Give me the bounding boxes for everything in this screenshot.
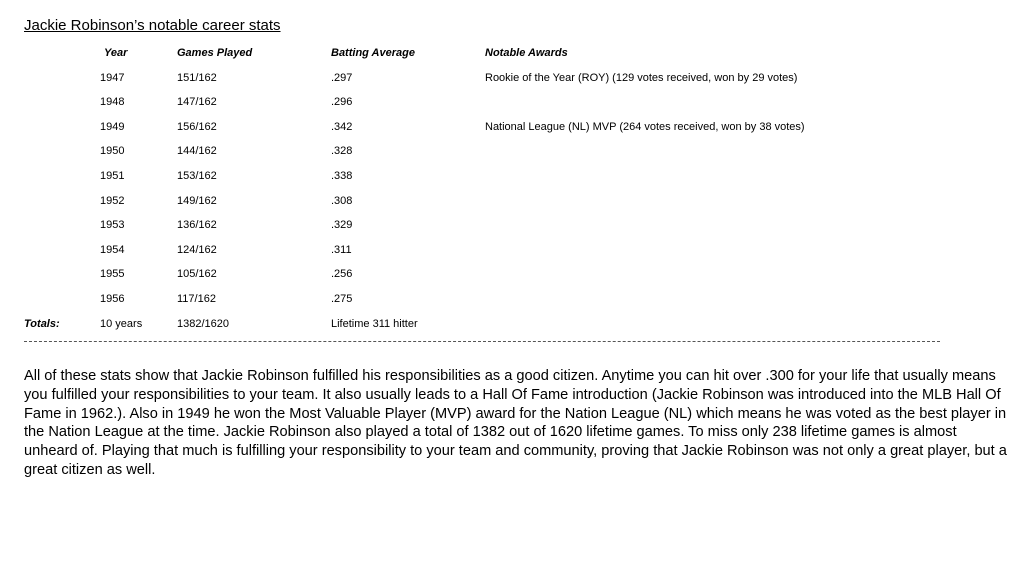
table-row <box>0 217 1024 242</box>
year-cell: 1951 <box>100 169 125 182</box>
column-header-notable-awards: Notable Awards <box>485 47 568 59</box>
table-row <box>0 70 1024 95</box>
games-played-cell: 151/162 <box>177 71 217 84</box>
games-played-cell: 153/162 <box>177 169 217 182</box>
games-played-cell: 105/162 <box>177 268 217 281</box>
batting-average-cell: .329 <box>331 219 353 232</box>
games-played-cell: 149/162 <box>177 194 217 207</box>
table-row <box>0 193 1024 218</box>
notable-award-cell: Rookie of the Year (ROY) (129 votes received, won by 29 votes) <box>485 71 798 84</box>
batting-average-cell: .308 <box>331 194 353 207</box>
games-played-cell: 124/162 <box>177 243 217 256</box>
column-header-year: Year <box>104 47 128 59</box>
year-cell: 1955 <box>100 268 125 281</box>
dashed-divider <box>24 341 940 342</box>
batting-average-cell: .297 <box>331 71 353 84</box>
table-header-row <box>0 45 1024 70</box>
games-played-cell: 144/162 <box>177 145 217 158</box>
batting-average-cell: .338 <box>331 169 353 182</box>
batting-average-cell: .311 <box>331 243 352 256</box>
year-cell: 1954 <box>100 243 125 256</box>
games-played-cell: 117/162 <box>177 292 216 305</box>
year-cell: 1953 <box>100 219 125 232</box>
games-played-cell: 156/162 <box>177 120 217 133</box>
stats-table <box>0 45 1024 340</box>
games-played-cell: 147/162 <box>177 96 217 109</box>
year-cell: 1950 <box>100 145 125 158</box>
summary-paragraph: All of these stats show that Jackie Robinson fulfilled his responsibilities as a good citizen. Anytime you can hit over .300 for your life that usually means you fulfilled your responsibilities to your team. It also usually leads to a Hall Of Fame introduction (Jackie Robinson was introduced into the MLB Hall Of Fame in 1962.). Also in 1949 he won the Most Valuable Player (MVP) award for the Nation League (NL) which means he was voted as the best player in the Nation League at the time. Jackie Robinson also played a total of 1382 out of 1620 lifetime games. To miss only 238 lifetime games is almost unheard of. Playing that much is fulfilling your responsibility to your team and community, proving that Jackie Robinson was not only a great player, but a great citizen as well. <box>24 368 1007 478</box>
batting-average-cell: .342 <box>331 120 353 133</box>
totals-label: Totals: <box>24 317 60 330</box>
table-row <box>0 291 1024 316</box>
totals-row <box>0 316 1024 341</box>
page-title: Jackie Robinson’s notable career stats <box>24 17 281 34</box>
table-row <box>0 94 1024 119</box>
table-row <box>0 143 1024 168</box>
totals-years: 10 years <box>100 317 143 330</box>
year-cell: 1956 <box>100 292 125 305</box>
games-played-cell: 136/162 <box>177 219 217 232</box>
batting-average-cell: .296 <box>331 96 353 109</box>
column-header-games-played: Games Played <box>177 47 253 59</box>
year-cell: 1948 <box>100 96 125 109</box>
table-row <box>0 266 1024 291</box>
year-cell: 1947 <box>100 71 125 84</box>
totals-games: 1382/1620 <box>177 317 229 330</box>
table-row <box>0 119 1024 144</box>
table-row <box>0 168 1024 193</box>
year-cell: 1949 <box>100 120 125 133</box>
batting-average-cell: .275 <box>331 292 353 305</box>
batting-average-cell: .256 <box>331 268 353 281</box>
totals-average: Lifetime 311 hitter <box>331 317 418 330</box>
batting-average-cell: .328 <box>331 145 353 158</box>
column-header-batting-average: Batting Average <box>331 47 415 59</box>
table-row <box>0 242 1024 267</box>
notable-award-cell: National League (NL) MVP (264 votes received, won by 38 votes) <box>485 120 805 133</box>
year-cell: 1952 <box>100 194 125 207</box>
